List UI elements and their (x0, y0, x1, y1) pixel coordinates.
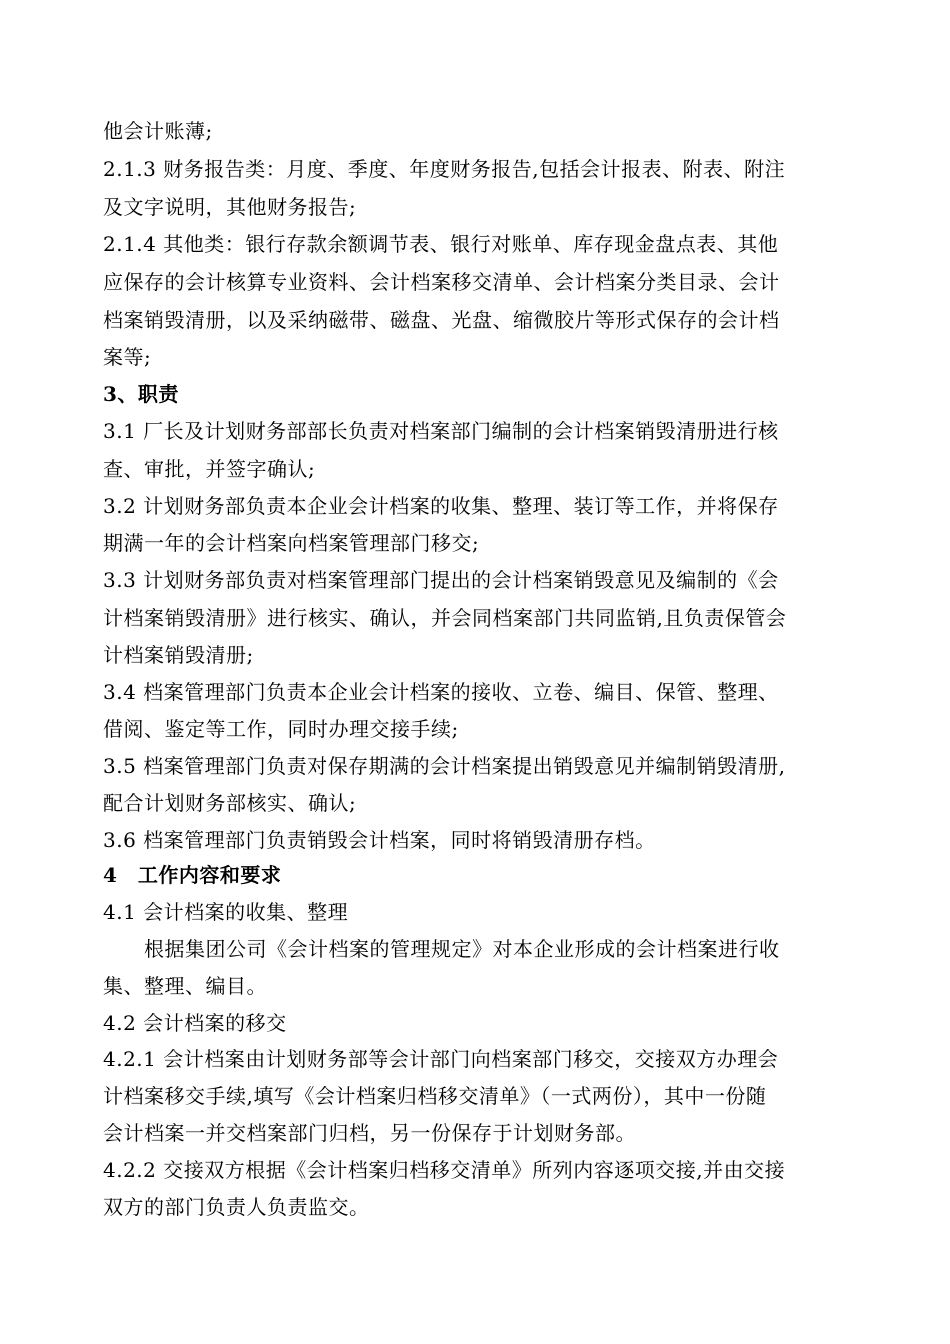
text-line: 档案销毁清册，以及采纳磁带、磁盘、光盘、缩微胶片等形式保存的会计档 (103, 308, 780, 332)
text-line: 集、整理、编目。 (103, 974, 267, 998)
text-line: 3.3 计划财务部负责对档案管理部门提出的会计档案销毁意见及编制的《会 (103, 568, 779, 592)
text-line: 案等; (103, 345, 152, 369)
text-line: 根据集团公司《会计档案的管理规定》对本企业形成的会计档案进行收 (144, 937, 780, 961)
text-line: 计档案移交手续,填写《会计档案归档移交清单》（一式两份），其中一份随 (103, 1084, 767, 1108)
text-line: 及文字说明，其他财务报告; (103, 195, 357, 219)
text-line: 配合计划财务部核实、确认; (103, 791, 357, 815)
text-line: 4.2 会计档案的移交 (103, 1011, 287, 1035)
text-line: 查、审批，并签字确认; (103, 457, 316, 481)
text-line: 2.1.4 其他类：银行存款余额调节表、银行对账单、库存现金盘点表、其他 (103, 232, 779, 256)
text-line: 3.2 计划财务部负责本企业会计档案的收集、整理、装订等工作，并将保存 (103, 494, 779, 518)
text-line: 会计档案一并交档案部门归档，另一份保存于计划财务部。 (103, 1121, 636, 1145)
text-line: 双方的部门负责人负责监交。 (103, 1195, 370, 1219)
text-line: 计档案销毁清册; (103, 643, 254, 667)
text-line: 应保存的会计核算专业资料、会计档案移交清单、会计档案分类目录、会计 (103, 270, 780, 294)
text-line: 他会计账薄; (103, 119, 213, 143)
text-line: 借阅、鉴定等工作，同时办理交接手续; (103, 717, 459, 741)
text-line: 3.5 档案管理部门负责对保存期满的会计档案提出销毁意见并编制销毁清册, (103, 754, 786, 778)
text-line: 计档案销毁清册》进行核实、确认，并会同档案部门共同监销,且负责保管会 (103, 606, 787, 630)
text-line: 4.2.2 交接双方根据《会计档案归档移交清单》所列内容逐项交接,并由交接 (103, 1158, 786, 1182)
text-line: 期满一年的会计档案向档案管理部门移交; (103, 531, 480, 555)
text-line: 3.4 档案管理部门负责本企业会计档案的接收、立卷、编目、保管、整理、 (103, 680, 779, 704)
text-line: 4.2.1 会计档案由计划财务部等会计部门向档案部门移交，交接双方办理会 (103, 1047, 779, 1071)
text-line: 4.1 会计档案的收集、整理 (103, 900, 349, 924)
text-line: 3.6 档案管理部门负责销毁会计档案，同时将销毁清册存档。 (103, 828, 656, 852)
section-heading: 4 工作内容和要求 (103, 863, 282, 887)
text-line: 2.1.3 财务报告类：月度、季度、年度财务报告,包括会计报表、附表、附注 (103, 157, 786, 181)
text-line: 3.1 厂长及计划财务部部长负责对档案部门编制的会计档案销毁清册进行核 (103, 419, 779, 443)
section-heading: 3、职责 (103, 382, 179, 406)
